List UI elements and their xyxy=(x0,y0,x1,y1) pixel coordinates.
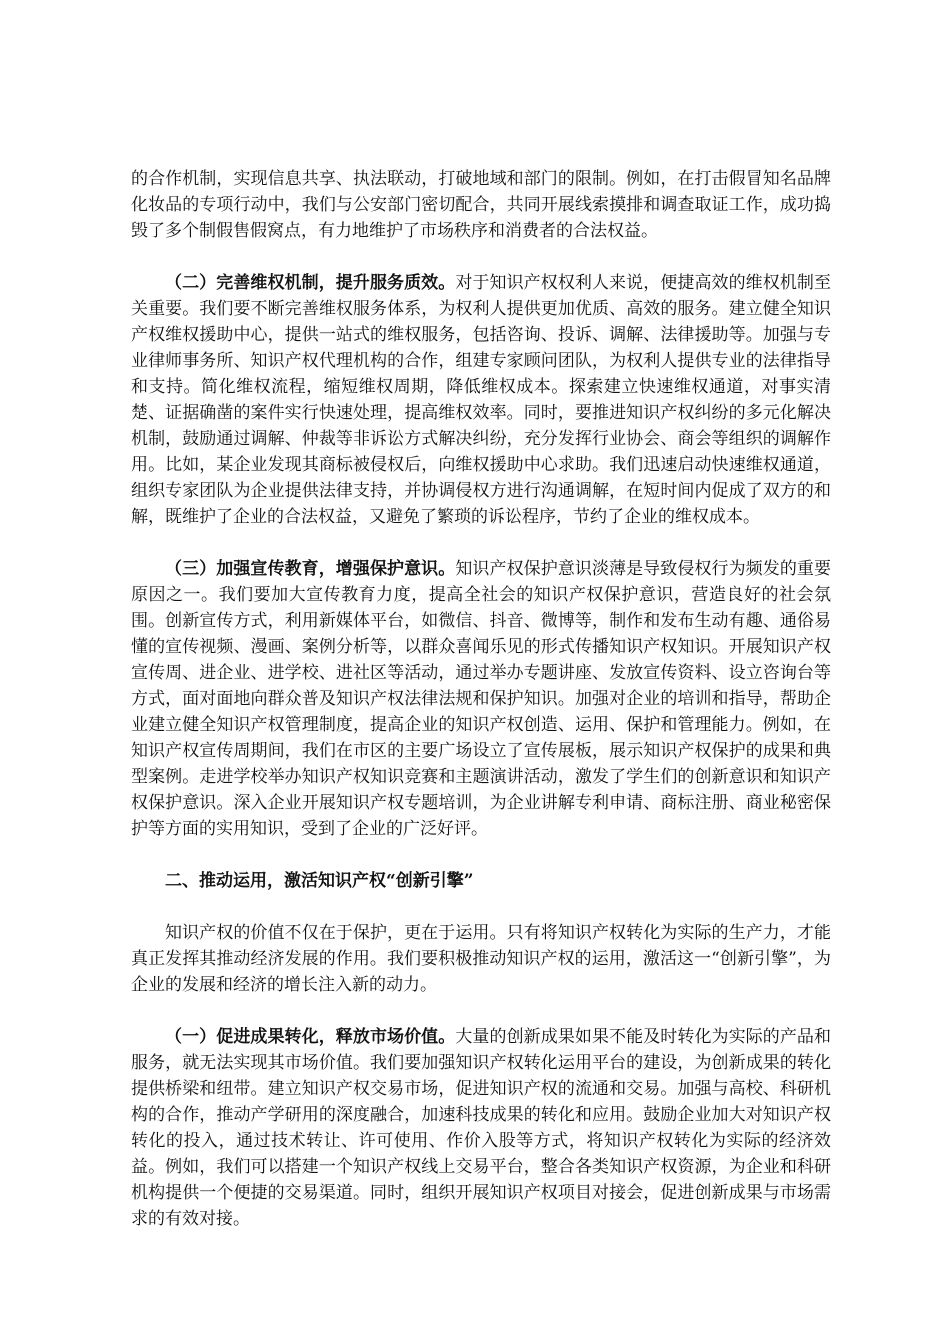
paragraph-achievement-transfer xyxy=(131,1024,831,1232)
paragraph-continuation xyxy=(131,166,831,244)
paragraph-lead: （三）加强宣传教育，增强保护意识。 xyxy=(165,559,456,579)
paragraph-lead: （二）完善维权机制，提升服务质效。 xyxy=(165,273,456,293)
paragraph-publicity-education xyxy=(131,556,831,842)
paragraph-text: 知识产权保护意识淡薄是导致侵权行为频发的重要原因之一。我们要加大宣传教育力度，提高全社会的知识产权保护意识，营造良好的社会氛围。创新宣传方式，利用新媒体平台，如微信、抖音、微博等，制作和发布生动有趣、通俗易懂的宣传视频、漫画、案例分析等，以群众喜闻乐见的形式传播知识产权知识。开展知识产权宣传周、进企业、进学校、进社区等活动，通过举办专题讲座、发放宣传资料、设立咨询台等方式，面对面地向群众普及知识产权法律法规和保护知识。加强对企业的培训和指导，帮助企业建立健全知识产权管理制度，提高企业的知识产权创造、运用、保护和管理能力。例如，在知识产权宣传周期间，我们在市区的主要广场设立了宣传展板，展示知识产权保护的成果和典型案例。走进学校举办知识产权知识竞赛和主题演讲活动，激发了学生们的创新意识和知识产权保护意识。深入企业开展知识产权专题培训，为企业讲解专利申请、商标注册、商业秘密保护等方面的实用知识，受到了企业的广泛好评。 xyxy=(131,559,832,839)
document-page xyxy=(131,166,831,1258)
paragraph-text: 大量的创新成果如果不能及时转化为实际的产品和服务，就无法实现其市场价值。我们要加强知识产权转化运用平台的建设，为创新成果的转化提供桥梁和纽带。建立知识产权交易市场，促进知识产权的流通和交易。加强与高校、科研机构的合作，推动产学研用的深度融合，加速科技成果的转化和应用。鼓励企业加大对知识产权转化的投入，通过技术转让、许可使用、作价入股等方式，将知识产权转化为实际的经济效益。例如，我们可以搭建一个知识产权线上交易平台，整合各类知识产权资源，为企业和科研机构提供一个便捷的交易渠道。同时，组织开展知识产权项目对接会，促进创新成果与市场需求的有效对接。 xyxy=(131,1027,832,1229)
paragraph-text: 对于知识产权权利人来说，便捷高效的维权机制至关重要。我们要不断完善维权服务体系，为权利人提供更加优质、高效的服务。建立健全知识产权维权援助中心，提供一站式的维权服务，包括咨询、投诉、调解、法律援助等。加强与专业律师事务所、知识产权代理机构的合作，组建专家顾问团队，为权利人提供专业的法律指导和支持。简化维权流程，缩短维权周期，降低维权成本。探索建立快速维权通道，对事实清楚、证据确凿的案件实行快速处理，提高维权效率。同时，要推进知识产权纠纷的多元化解决机制，鼓励通过调解、仲裁等非诉讼方式解决纠纷，充分发挥行业协会、商会等组织的调解作用。比如，某企业发现其商标被侵权后，向维权援助中心求助。我们迅速启动快速维权通道，组织专家团队为企业提供法律支持，并协调侵权方进行沟通调解，在短时间内促成了双方的和解，既维护了企业的合法权益，又避免了繁琐的诉讼程序，节约了企业的维权成本。 xyxy=(131,273,832,527)
section-heading: 二、推动运用，激活知识产权“创新引擎” xyxy=(165,871,474,891)
paragraph-lead: （一）促进成果转化，释放市场价值。 xyxy=(165,1027,456,1047)
paragraph-text: 的合作机制，实现信息共享、执法联动，打破地域和部门的限制。例如，在打击假冒知名品牌化妆品的专项行动中，我们与公安部门密切配合，共同开展线索摸排和调查取证工作，成功捣毁了多个制假售假窝点，有力地维护了市场秩序和消费者的合法权益。 xyxy=(131,169,831,241)
paragraph-rights-protection xyxy=(131,270,831,530)
paragraph-text: 知识产权的价值不仅在于保护，更在于运用。只有将知识产权转化为实际的生产力，才能真正发挥其推动经济发展的作用。我们要积极推动知识产权的运用，激活这一“创新引擎”，为企业的发展和经济的增长注入新的动力。 xyxy=(131,923,831,995)
paragraph-section-intro xyxy=(131,920,831,998)
